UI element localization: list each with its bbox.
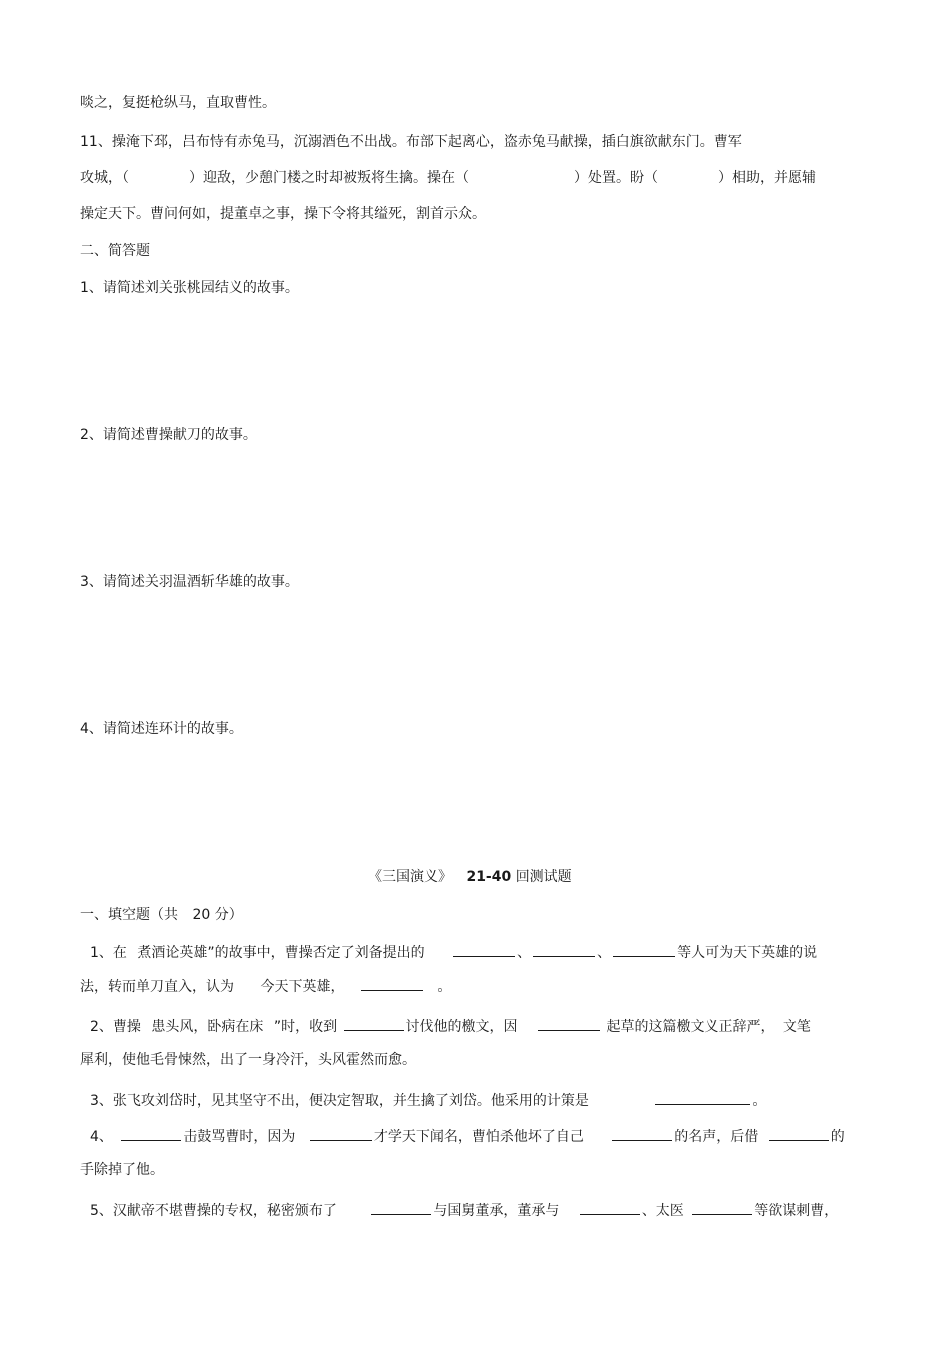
- section2-heading: 二、简答题: [80, 243, 150, 259]
- blank[interactable]: [612, 1126, 672, 1141]
- blank[interactable]: [769, 1126, 829, 1141]
- q11-line2: 攻城，（ ）迎敌，少憩门楼之时却被叛将生擒。操在（ ）处置。盼（ ）相助，并愿辅: [80, 170, 816, 186]
- short-answer-q1: 1、请简述刘关张桃园结义的故事。: [80, 280, 299, 296]
- blank[interactable]: [361, 976, 423, 991]
- fill-q3: 3、张飞攻刘岱时，见其坚守不出，便决定智取，并生擒了刘岱。他采用的计策是 。: [90, 1090, 766, 1111]
- blank[interactable]: [310, 1126, 372, 1141]
- blank[interactable]: [453, 942, 515, 957]
- q11-line1: 11、操淹下邳，吕布恃有赤兔马，沉溺酒色不出战。布部下起离心，盗赤兔马献操，插白旗欲献东门。曹军: [80, 134, 742, 150]
- fill-q2-line1: 2、曹操 患头风，卧病在床 ”时，收到 讨伐他的檄文，因 起草的这篇檄文义正辞严， 文笔: [90, 1016, 811, 1037]
- fill-q4-line1: 4、 击鼓骂曹时，因为 才学天下闻名，曹怕杀他坏了自己 的名声，后借 的: [90, 1126, 845, 1147]
- blank[interactable]: [538, 1016, 600, 1031]
- short-answer-q4: 4、请简述连环计的故事。: [80, 721, 243, 737]
- test2-title: 《三国演义》 21-40 回测试题: [368, 869, 572, 885]
- fill-q1-line2: 法，转而单刀直入，认为 今天下英雄， 。: [80, 976, 451, 997]
- fill-q4-line2: 手除掉了他。: [80, 1162, 164, 1178]
- fill-q2-line2: 犀利，使他毛骨悚然，出了一身冷汗，头风霍然而愈。: [80, 1052, 416, 1068]
- fill-q5: 5、汉献帝不堪曹操的专权，秘密颁布了 与国舅董承，董承与 、太医 等欲谋刺曹，: [90, 1200, 838, 1221]
- short-answer-q3: 3、请简述关羽温酒斩华雄的故事。: [80, 574, 299, 590]
- blank[interactable]: [533, 942, 595, 957]
- short-answer-q2: 2、请简述曹操献刀的故事。: [80, 427, 257, 443]
- q10-tail: 啖之，复挺枪纵马，直取曹性。: [80, 95, 276, 111]
- blank[interactable]: [613, 942, 675, 957]
- blank[interactable]: [344, 1016, 404, 1031]
- blank[interactable]: [121, 1126, 181, 1141]
- blank[interactable]: [371, 1200, 431, 1215]
- q11-line3: 操定天下。曹问何如，提董卓之事，操下令将其缢死，割首示众。: [80, 206, 486, 222]
- blank[interactable]: [580, 1200, 640, 1215]
- blank[interactable]: [655, 1090, 750, 1105]
- test2-section-heading: 一、填空题（共 20 分）: [80, 907, 243, 923]
- fill-q1-line1: 1、在 煮酒论英雄”的故事中，曹操否定了刘备提出的 、 、 等人可为天下英雄的说: [90, 942, 817, 963]
- blank[interactable]: [692, 1200, 752, 1215]
